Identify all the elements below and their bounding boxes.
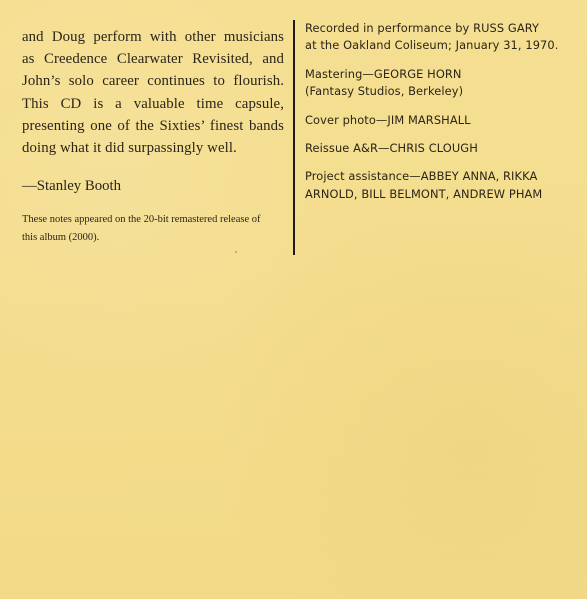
- release-note: These notes appeared on the 20-bit remastered release of this album (2000).: [22, 214, 261, 244]
- credit-cover-photo: [305, 112, 575, 129]
- body-line-1: and Doug perform with other musicians: [22, 29, 284, 45]
- credit-recording-line-2: at the Oakland Coliseum; January 31, 1970.: [305, 38, 559, 53]
- credit-recording: [305, 20, 575, 55]
- credit-reissue: [305, 140, 575, 157]
- liner-notes-column: [22, 26, 284, 247]
- credit-mastering-line-2: (Fantasy Studios, Berkeley): [305, 84, 464, 99]
- credit-project-assistance-line-1: Project assistance—ABBEY ANNA, RIKKA: [305, 169, 538, 184]
- print-speck: [235, 251, 237, 253]
- credit-project-assistance-line-2: ARNOLD, BILL BELMONT, ANDREW PHAM: [305, 186, 543, 201]
- credit-mastering: [305, 66, 575, 101]
- credit-project-assistance: [305, 168, 575, 203]
- column-divider: [293, 20, 295, 255]
- credit-reissue-line-1: Reissue A&R—CHRIS CLOUGH: [305, 141, 478, 156]
- author-signature: —Stanley Booth: [22, 178, 122, 195]
- credits-column: [305, 20, 575, 214]
- credit-cover-photo-line-1: Cover photo—JIM MARSHALL: [305, 112, 471, 127]
- body-line-6: doing what it did surpassingly well.: [22, 139, 237, 156]
- body-line-5: presenting one of the Sixties’ finest bands: [22, 117, 284, 134]
- liner-notes-body: [22, 26, 284, 159]
- body-line-3: John’s solo career continues to flourish.: [22, 73, 284, 90]
- credit-recording-line-1: Recorded in performance by RUSS GARY: [305, 21, 540, 35]
- credit-mastering-line-1: Mastering—GEORGE HORN: [305, 66, 462, 81]
- body-line-4: This CD is a valuable time capsule,: [22, 95, 284, 112]
- body-line-2: as Creedence Clearwater Revisited, and: [22, 51, 284, 68]
